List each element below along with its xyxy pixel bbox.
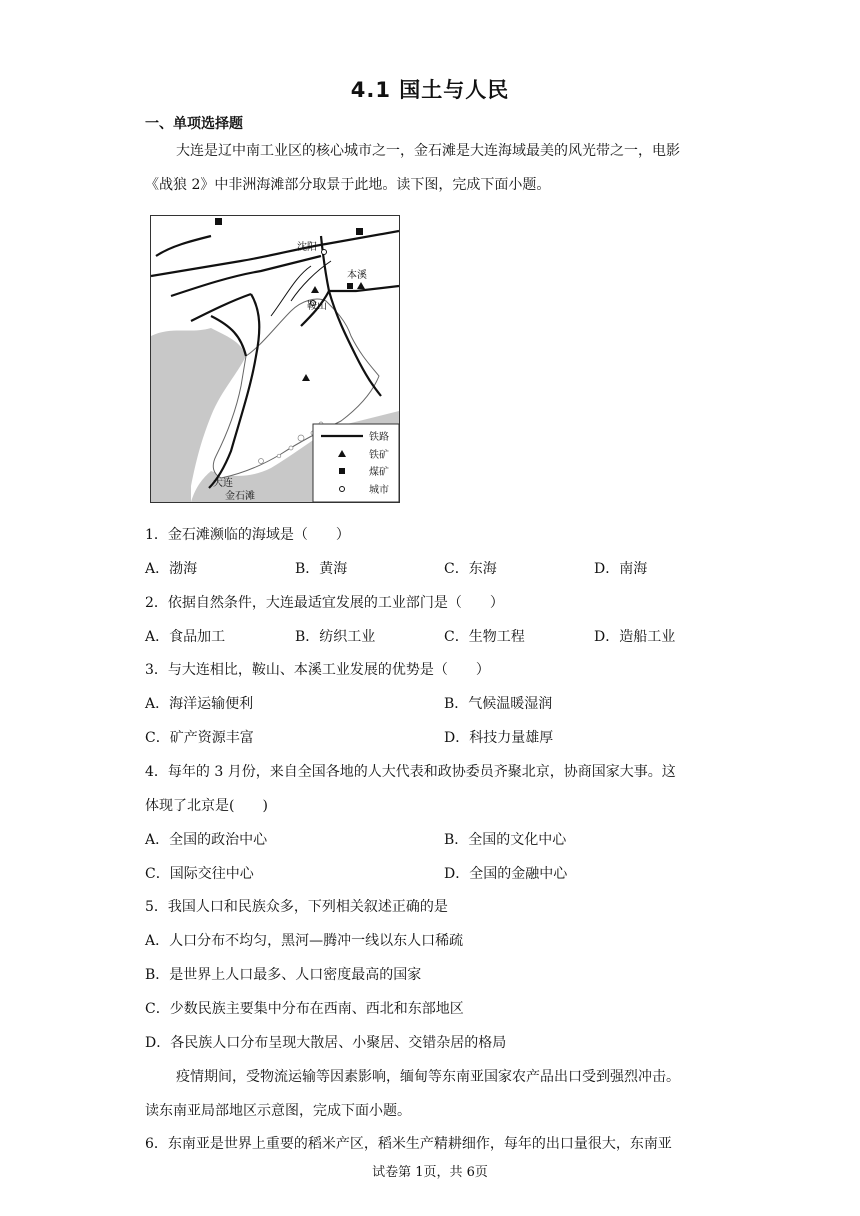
q3-option-b[interactable]: B．气候温暖湿润 [444,696,553,712]
legend-label-iron: 铁矿 [369,450,389,461]
q4-option-b[interactable]: B．全国的文化中心 [444,832,567,848]
coal-mine-marker [356,228,363,235]
intro2-line1: 疫情期间，受物流运输等因素影响，缅甸等东南亚国家农产品出口受到强烈冲击。 [176,1069,680,1085]
q3-option-a[interactable]: A．海洋运输便利 [145,696,254,712]
page-title: 4.1 国土与人民 [350,78,510,102]
q2-option-a[interactable]: A．食品加工 [145,629,226,645]
question-4-stem-line2: 体现了北京是( ) [145,798,268,814]
city-label-dalian: 大连 [213,478,233,489]
city-label-anshan: 鞍山 [307,301,327,312]
q1-option-d[interactable]: D．南海 [594,561,648,577]
section-heading: 一、单项选择题 [145,116,243,132]
page-footer: 试卷第 1页，共 6页 [372,1165,488,1180]
question-3-stem: 3．与大连相比，鞍山、本溪工业发展的优势是（ ） [145,662,490,678]
q1-option-a[interactable]: A．渤海 [145,561,198,577]
city-label-shenyang: 沈阳 [297,242,317,253]
legend-city-symbol [340,487,345,492]
question-2-stem: 2．依据自然条件，大连最适宜发展的工业部门是（ ） [145,595,504,611]
map-legend [313,424,399,502]
q2-option-d[interactable]: D．造船工业 [594,629,676,645]
q4-option-a[interactable]: A．全国的政治中心 [145,832,268,848]
map-svg [151,216,399,502]
intro1-line2: 《战狼 2》中非洲海滩部分取景于此地。读下图，完成下面小题。 [145,177,551,193]
question-6-stem: 6．东南亚是世界上重要的稻米产区，稻米生产精耕细作，每年的出口量很大，东南亚 [145,1136,672,1152]
q5-option-a[interactable]: A．人口分布不均匀，黑河—腾冲一线以东人口稀疏 [145,933,464,949]
legend-label-coal: 煤矿 [369,467,389,478]
city-marker [322,250,327,255]
coal-mine-marker [215,218,222,225]
legend-label-railway: 铁路 [369,432,389,443]
coal-mine-marker [347,283,353,289]
q4-option-c[interactable]: C．国际交往中心 [145,866,254,882]
iron-mine-marker [311,286,319,293]
q5-option-c[interactable]: C．少数民族主要集中分布在西南、西北和东部地区 [145,1001,464,1017]
legend-coal-symbol [339,468,345,474]
legend-label-city: 城市 [369,485,389,496]
q1-option-b[interactable]: B．黄海 [295,561,348,577]
question-4-stem-line1: 4．每年的 3 月份，来自全国各地的人大代表和政协委员齐聚北京，协商国家大事。这 [145,764,676,780]
q2-option-b[interactable]: B．纺织工业 [295,629,376,645]
q5-option-b[interactable]: B．是世界上人口最多、人口密度最高的国家 [145,967,422,983]
question-5-stem: 5．我国人口和民族众多，下列相关叙述正确的是 [145,899,448,915]
q1-option-c[interactable]: C．东海 [444,561,497,577]
liaoning-map [150,215,400,503]
iron-mine-marker [357,282,365,289]
question-1-stem: 1．金石滩濒临的海域是（ ） [145,527,350,543]
intro1-line1: 大连是辽中南工业区的核心城市之一，金石滩是大连海域最美的风光带之一，电影 [176,143,680,159]
q3-option-c[interactable]: C．矿产资源丰富 [145,730,254,746]
q2-option-c[interactable]: C．生物工程 [444,629,525,645]
city-label-jinshitan: 金石滩 [225,491,255,502]
q5-option-d[interactable]: D．各民族人口分布呈现大散居、小聚居、交错杂居的格局 [145,1035,507,1051]
q4-option-d[interactable]: D．全国的金融中心 [444,866,568,882]
intro2-line2: 读东南亚局部地区示意图，完成下面小题。 [145,1103,411,1119]
city-label-benxi: 本溪 [347,270,367,281]
q3-option-d[interactable]: D．科技力量雄厚 [444,730,554,746]
